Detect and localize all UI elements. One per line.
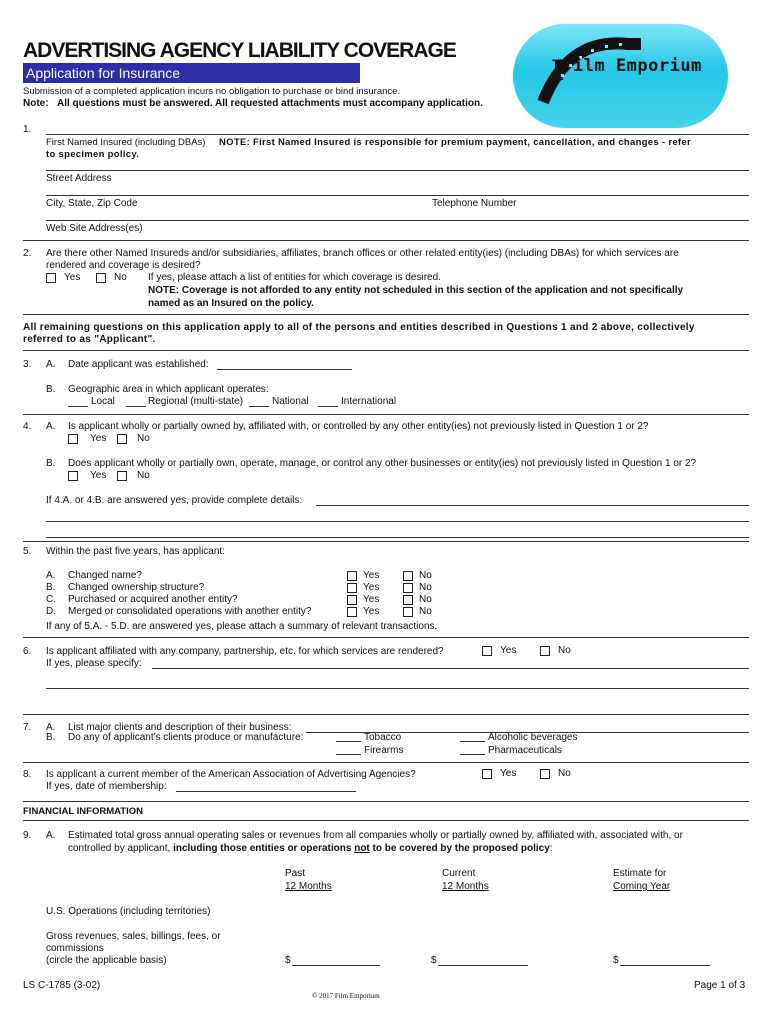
remaining-line1: All remaining questions on this application apply to all of the persons and entities described in Questions 1 and 2 above, collectively xyxy=(23,322,695,333)
regional-blank[interactable] xyxy=(126,406,146,407)
q5-yes-checkbox[interactable] xyxy=(347,607,357,617)
street-label: Street Address xyxy=(46,173,112,184)
q8-no-checkbox[interactable] xyxy=(540,769,550,779)
q4b-yes-checkbox[interactable] xyxy=(68,471,78,481)
q7-b-text: Do any of applicant's clients produce or manufacture: xyxy=(68,732,304,743)
col-estimate-1: Estimate for xyxy=(613,868,667,879)
international-label: International xyxy=(341,396,397,407)
q8-yes-checkbox[interactable] xyxy=(482,769,492,779)
q9-text2e: : xyxy=(549,843,553,854)
q2-note1: NOTE: Coverage is not afforded to any entity not scheduled in this section of the application and not specifically xyxy=(148,285,684,296)
q4-a-letter: A. xyxy=(46,421,56,432)
city-line[interactable] xyxy=(46,195,749,196)
q5-yes-label: Yes xyxy=(363,606,380,617)
q5-no-checkbox[interactable] xyxy=(403,607,413,617)
gross-label-3: (circle the applicable basis) xyxy=(46,955,167,966)
q5-item-letter: D. xyxy=(46,606,56,617)
q7-number: 7. xyxy=(23,722,32,733)
copyright: © 2017 Film Emporium xyxy=(312,992,380,1000)
q4-b-text: Does applicant wholly or partially own, operate, manage, or control any other businesses or entity(ies) not previously listed in Question 1 or 2? xyxy=(68,458,697,469)
pharma-label: Pharmaceuticals xyxy=(488,745,562,756)
q5-no-checkbox[interactable] xyxy=(403,595,413,605)
q6-no-label: No xyxy=(558,645,571,656)
q5-item-text: Changed name? xyxy=(68,570,142,581)
details-line[interactable] xyxy=(46,537,749,538)
note-label: Note: xyxy=(23,98,49,109)
q2-no-label: No xyxy=(114,272,127,283)
divider xyxy=(23,350,749,351)
q2-attach: If yes, please attach a list of entities for which coverage is desired. xyxy=(148,272,441,283)
established-date-field[interactable] xyxy=(217,369,352,370)
web-label: Web Site Address(es) xyxy=(46,223,143,234)
q9-text1: Estimated total gross annual operating sales or revenues from all companies wholly or partially owned by, affiliated with, associated with, or xyxy=(68,830,683,841)
remaining-line2: referred to as "Applicant". xyxy=(23,334,156,345)
q5-item-text: Merged or consolidated operations with another entity? xyxy=(68,606,312,617)
q3-number: 3. xyxy=(23,359,32,370)
q5-yes-label: Yes xyxy=(363,582,380,593)
phone-label: Telephone Number xyxy=(432,198,517,209)
col-past-2: 12 Months xyxy=(285,881,332,892)
web-line[interactable] xyxy=(46,220,749,221)
q4a-yes-checkbox[interactable] xyxy=(68,434,78,444)
q5-no-label: No xyxy=(419,606,432,617)
divider xyxy=(23,414,749,415)
q5-item-letter: B. xyxy=(46,582,56,593)
q5-number: 5. xyxy=(23,546,32,557)
tobacco-label: Tobacco xyxy=(364,732,402,743)
q9-text2 xyxy=(68,843,553,855)
q6-no-checkbox[interactable] xyxy=(540,646,550,656)
divider xyxy=(23,714,749,715)
q8-number: 8. xyxy=(23,769,32,780)
q4-number: 4. xyxy=(23,421,32,432)
firearms-blank[interactable] xyxy=(336,754,361,755)
q5-no-label: No xyxy=(419,594,432,605)
gross-label-2: commissions xyxy=(46,943,104,954)
q2-text1: Are there other Named Insureds and/or subsidiaries, affiliates, branch offices or other related entity(ies) (including DBAs) for which services are xyxy=(46,248,679,259)
col-current-2: 12 Months xyxy=(442,881,489,892)
q5-item-letter: C. xyxy=(46,594,56,605)
current-revenue-field[interactable] xyxy=(438,965,528,966)
page-number: Page 1 of 3 xyxy=(694,980,746,991)
divider xyxy=(23,820,749,821)
q9-a-letter: A. xyxy=(46,830,56,841)
q5-item-text: Changed ownership structure? xyxy=(68,582,205,593)
q2-text2: rendered and coverage is desired? xyxy=(46,260,201,271)
estimate-revenue-field[interactable] xyxy=(620,965,710,966)
q4b-no-checkbox[interactable] xyxy=(117,471,127,481)
q8-yes-label: Yes xyxy=(500,768,517,779)
q5-yes-label: Yes xyxy=(363,570,380,581)
divider xyxy=(23,762,749,763)
q3-a-letter: A. xyxy=(46,359,56,370)
submission-note: Submission of a completed application incurs no obligation to purchase or bind insurance. xyxy=(23,86,401,97)
q5-yes-checkbox[interactable] xyxy=(347,583,357,593)
national-label: National xyxy=(272,396,309,407)
alcohol-blank[interactable] xyxy=(460,741,485,742)
q6-yes-checkbox[interactable] xyxy=(482,646,492,656)
q9-number: 9. xyxy=(23,830,32,841)
col-current-1: Current xyxy=(442,868,476,879)
q1-number: 1. xyxy=(23,124,32,135)
q6-yes-label: Yes xyxy=(500,645,517,656)
details-line[interactable] xyxy=(316,505,749,506)
form-id: LS C-1785 (3-02) xyxy=(23,980,101,991)
q2-note2: named as an Insured on the policy. xyxy=(148,298,314,309)
q5-yes-checkbox[interactable] xyxy=(347,595,357,605)
q8-date: If yes, date of membership: xyxy=(46,781,167,792)
film-strip-icon xyxy=(513,24,728,128)
q5-item-text: Purchased or acquired another entity? xyxy=(68,594,238,605)
q9-text2c: not xyxy=(354,843,370,854)
gross-label-1: Gross revenues, sales, billings, fees, or xyxy=(46,931,221,942)
street-line[interactable] xyxy=(46,170,749,171)
q7-b-letter: B. xyxy=(46,732,56,743)
q5-intro: Within the past five years, has applicant: xyxy=(46,546,225,557)
us-ops-label: U.S. Operations (including territories) xyxy=(46,906,211,917)
q3-b-text: Geographic area in which applicant operates: xyxy=(68,384,269,395)
note-text: All questions must be answered. All requested attachments must accompany application. xyxy=(57,98,483,109)
q5-no-label: No xyxy=(419,582,432,593)
local-blank[interactable] xyxy=(68,406,88,407)
q9-text2a: controlled by applicant, xyxy=(68,843,171,854)
q5-no-label: No xyxy=(419,570,432,581)
q2-yes-label: Yes xyxy=(64,272,81,283)
tobacco-blank[interactable] xyxy=(336,741,361,742)
q4a-no-label: No xyxy=(137,433,150,444)
banner xyxy=(23,63,360,83)
international-blank[interactable] xyxy=(318,406,338,407)
divider xyxy=(23,541,749,542)
q4a-no-checkbox[interactable] xyxy=(117,434,127,444)
past-revenue-field[interactable] xyxy=(292,965,380,966)
q5-item-letter: A. xyxy=(46,570,56,581)
q4a-yes-label: Yes xyxy=(90,433,107,444)
col-past-1: Past xyxy=(285,868,306,879)
banner-text: Application for Insurance xyxy=(26,65,181,81)
specify-line[interactable] xyxy=(152,668,749,669)
q7-a-letter: A. xyxy=(46,722,56,733)
q1-note2: to specimen policy. xyxy=(46,149,140,160)
q2-no-checkbox[interactable] xyxy=(96,273,106,283)
q5-summary: If any of 5.A. - 5.D. are answered yes, please attach a summary of relevant transactions. xyxy=(46,621,438,632)
q4b-yes-label: Yes xyxy=(90,470,107,481)
logo-initial: F xyxy=(551,54,571,87)
details-line[interactable] xyxy=(46,521,749,522)
q9-text2b: including those entities or operations xyxy=(173,843,352,854)
q1-label: First Named Insured (including DBAs) xyxy=(46,137,206,148)
q3-a-text: Date applicant was established: xyxy=(68,359,209,370)
q4-details: If 4.A. or 4.B. are answered yes, provide complete details: xyxy=(46,495,303,506)
divider xyxy=(23,240,749,241)
q4-a-text: Is applicant wholly or partially owned by, affiliated with, or controlled by any other entity(ies) not previously listed in Question 1 or 2? xyxy=(68,421,649,432)
q1-note: NOTE: First Named Insured is responsible for premium payment, cancellation, and changes - refer xyxy=(219,137,691,148)
regional-label: Regional (multi-state) xyxy=(148,396,244,407)
divider xyxy=(23,314,749,315)
q5-yes-label: Yes xyxy=(363,594,380,605)
q5-yes-checkbox[interactable] xyxy=(347,571,357,581)
national-blank[interactable] xyxy=(249,406,269,407)
q8-no-label: No xyxy=(558,768,571,779)
q6-specify: If yes, please specify: xyxy=(46,658,142,669)
q5-no-checkbox[interactable] xyxy=(403,583,413,593)
logo xyxy=(513,24,728,128)
q1-name-line[interactable] xyxy=(46,134,749,135)
specify-line[interactable] xyxy=(46,688,749,689)
divider xyxy=(23,637,749,638)
alcohol-label: Alcoholic beverages xyxy=(488,732,578,743)
q3-b-letter: B. xyxy=(46,384,56,395)
membership-date-field[interactable] xyxy=(176,791,356,792)
col-estimate-2: Coming Year xyxy=(613,881,671,892)
q7-a-text: List major clients and description of their business: xyxy=(68,722,292,733)
q8-text: Is applicant a current member of the American Association of Advertising Agencies? xyxy=(46,769,416,780)
q6-number: 6. xyxy=(23,646,32,657)
dollar-past: $ xyxy=(285,955,291,966)
q5-no-checkbox[interactable] xyxy=(403,571,413,581)
local-label: Local xyxy=(91,396,115,407)
q2-yes-checkbox[interactable] xyxy=(46,273,56,283)
logo-text: ilm Emporium xyxy=(573,56,702,76)
firearms-label: Firearms xyxy=(364,745,404,756)
page-title: ADVERTISING AGENCY LIABILITY COVERAGE xyxy=(23,39,456,62)
q4b-no-label: No xyxy=(137,470,150,481)
q4-b-letter: B. xyxy=(46,458,56,469)
divider xyxy=(23,801,749,802)
dollar-current: $ xyxy=(431,955,437,966)
pharma-blank[interactable] xyxy=(460,754,485,755)
q6-text: Is applicant affiliated with any company, partnership, etc. for which services are rendered? xyxy=(46,646,444,657)
q2-number: 2. xyxy=(23,248,32,259)
dollar-estimate: $ xyxy=(613,955,619,966)
city-label: City, State, Zip Code xyxy=(46,198,138,209)
financial-heading: FINANCIAL INFORMATION xyxy=(23,806,143,817)
q9-text2d: to be covered by the proposed policy xyxy=(372,843,550,854)
